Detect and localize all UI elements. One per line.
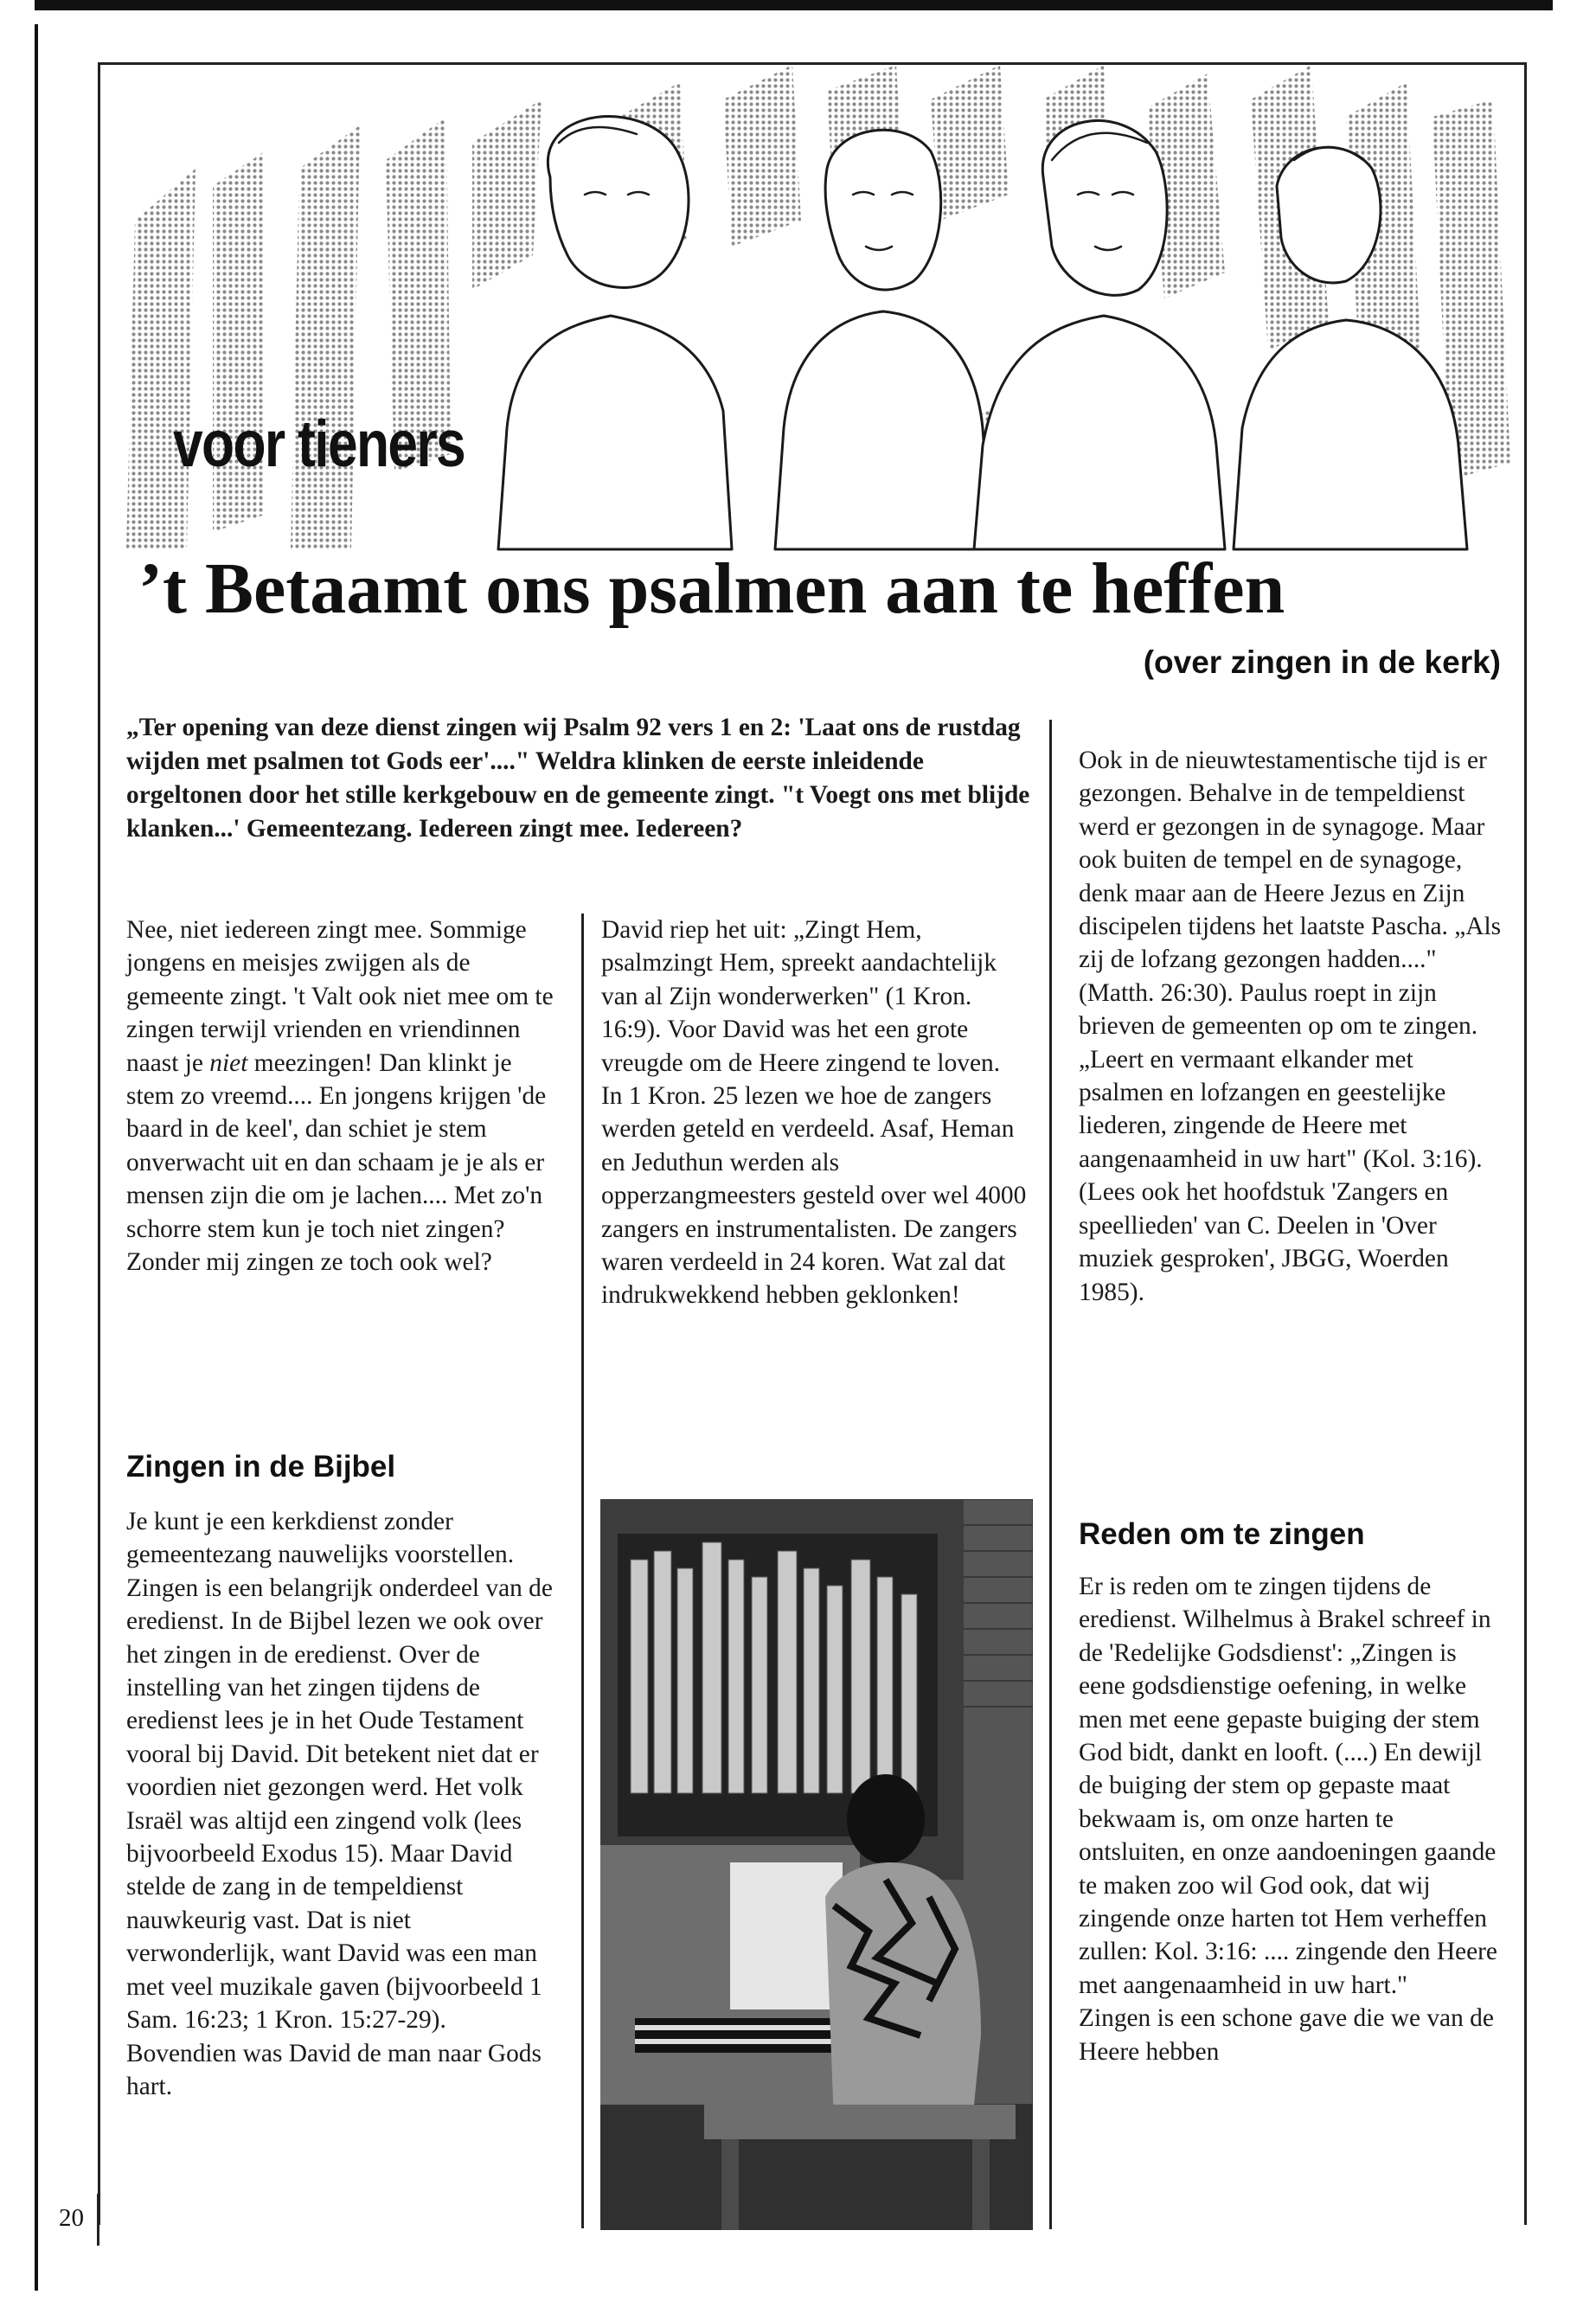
article-subtitle: (over zingen in de kerk) bbox=[1143, 644, 1501, 680]
column-3-top bbox=[1079, 744, 1503, 1309]
page-number-rule bbox=[97, 2194, 99, 2246]
section-heading-bijbel: Zingen in de Bijbel bbox=[126, 1450, 396, 1484]
column-1-paragraph-1-end: meezingen! Dan klinkt je stem zo vreemd.... En jongens krijgen 'de baard in de keel', dan schiet je stem onverwacht uit en dan schaam je je als er mensen zijn die om je lachen.... Met zo'n schorre stem kun je toch niet zingen? Zonder mij zingen ze toch ook wel? bbox=[126, 1048, 547, 1277]
left-margin-rule bbox=[35, 24, 38, 2291]
section-kicker: voor tieners bbox=[173, 407, 465, 481]
column-3-paragraph-1: Ook in de nieuwtestamentische tijd is er gezongen. Behalve in de tempeldienst werd er gezongen in de synagoge. Maar ook buiten de tempel en de synagoge, denk maar aan de Heere Jezus en Zijn discipelen tijdens het laatste Pascha. „Als zij de lofzang gezongen hadden...." (Matth. 26:30). Paulus roept in zijn brieven de gemeenten op om te zingen. „Leert en vermaant elkander met psalmen en lofzangen en geestelijke liederen, zingende de Heere met aangenaamheid in uw hart" (Kol. 3:16). bbox=[1079, 747, 1502, 1173]
column-2 bbox=[601, 913, 1034, 1312]
article-title: ’t Betaamt ons psalmen aan te heffen bbox=[138, 548, 1285, 629]
column-1-paragraph-1 bbox=[126, 913, 559, 1279]
intro-paragraph bbox=[126, 711, 1035, 846]
column-divider-2 bbox=[1049, 720, 1052, 2229]
banner-illustration bbox=[100, 65, 1524, 567]
column-2-paragraph-1: David riep het uit: „Zingt Hem, psalmzingt Hem, spreekt aandachtelijk van al Zijn wonderwerken" (1 Kron. 16:9). Voor David was het een grote vreugde om de Heere zingend te loven. bbox=[601, 916, 1001, 1077]
teenagers-drawing bbox=[100, 65, 1524, 567]
column-1-bottom bbox=[126, 1505, 559, 2103]
top-rule bbox=[35, 0, 1553, 10]
column-1-paragraph-2: Je kunt je een kerkdienst zonder gemeentezang nauwelijks voorstellen. Zingen is een belangrijk onderdeel van de eredienst. In de Bijbel lezen we ook over het zingen in de eredienst. Over de instelling van het zingen tijdens de eredienst lees je in het Oude Testament vooral bij David. Dit betekent niet dat er voordien niet gezongen werd. Het volk Israël was altijd een zingend volk (lees bijvoorbeeld Exodus 15). Maar David stelde de zang in de tempeldienst nauwkeurig vast. Dat is niet verwonderlijk, want David was een man met veel muzikale gaven (bijvoorbeeld 1 Sam. 16:23; 1 Kron. 15:27-29). Bovendien was David de man naar Gods hart. bbox=[126, 1508, 553, 2100]
column-3-bottom bbox=[1079, 1570, 1503, 2068]
column-3-paragraph-4: Zingen is een schone gave die we van de Heere hebben bbox=[1079, 2004, 1494, 2066]
column-3-paragraph-3: Er is reden om te zingen tijdens de eredienst. Wilhelmus à Brakel schreef in de 'Redelijke Godsdienst': „Zingen is eene godsdienstige oefening, in welke men met eene gepaste buiging der stem God bidt, dankt en looft. (....) En dewijl de buiging der stem op gepaste maat bekwaam is, om onze harten te ontsluiten, en onze aandoeningen gaande te maken zoo wil God ook, dat wij zingende onze harten tot Hem verheffen zullen: Kol. 3:16: .... zingende den Heere met aangenaamheid in uw hart." bbox=[1079, 1573, 1497, 1999]
column-divider-1 bbox=[581, 913, 584, 2228]
section-heading-reden: Reden om te zingen bbox=[1079, 1517, 1365, 1551]
organist-at-organ-image bbox=[600, 1499, 1033, 2230]
intro-text: „Ter opening van deze dienst zingen wij Psalm 92 vers 1 en 2: 'Laat ons de rustdag wijden met psalmen tot Gods eer'...." Weldra klinken de eerste inleidende orgeltonen door het stille kerkgebouw en de gemeente zingt. "t Voegt ons met blijde klanken...' Gemeentezang. Iedereen zingt mee. Iedereen? bbox=[126, 714, 1030, 843]
page-number: 20 bbox=[59, 2204, 84, 2232]
column-3-paragraph-2: (Lees ook het hoofdstuk 'Zangers en speellieden' van C. Deelen in 'Over muziek gesproken', JBGG, Woerden 1985). bbox=[1079, 1178, 1449, 1306]
column-2-paragraph-2: In 1 Kron. 25 lezen we hoe de zangers werden geteld en verdeeld. Asaf, Heman en Jeduthun werden als opperzangmeesters gesteld over wel 4000 zangers en instrumentalisten. De zangers waren verdeeld in 24 koren. Wat zal dat indrukwekkend hebben geklonken! bbox=[601, 1082, 1027, 1310]
column-1-emphasis: niet bbox=[209, 1048, 248, 1077]
organ-photo bbox=[600, 1499, 1033, 2230]
column-1-top bbox=[126, 913, 559, 1279]
console bbox=[600, 1845, 860, 2105]
column-1-paragraph-1-start: Nee, niet iedereen zingt mee. Sommige jongens en meisjes zwijgen als de gemeente zingt. 't Valt ook niet mee om te zingen terwijl vrienden en vriendinnen naast je bbox=[126, 916, 554, 1077]
